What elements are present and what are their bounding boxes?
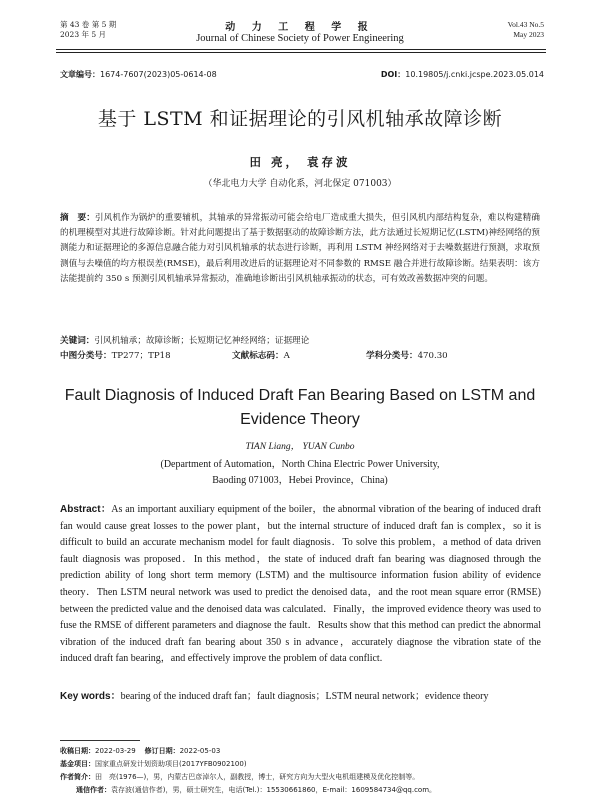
affiliation-en-line-1: (Department of Automation，North China Electric Power University, xyxy=(160,459,440,470)
affiliation-en-line-2: Baoding 071003，Hebei Province，China) xyxy=(212,475,388,486)
document-code xyxy=(232,349,290,361)
revised-value: 2022-05-03 xyxy=(179,747,221,755)
abstract-en-text: As an important auxiliary equipment of the boiler，the abnormal vibration of the bearing of induced draft fan would cause great losses to the power plant，but the internal structure of induced draft fan is complex，so it is difficult to build an accurate mechanism model for fault diagnosis．To solve this problem，a method of data driven fault diagnosis was proposed．In this method，the state of induced draft fan bearing was diagnosed through the prediction ability of long short term memory (LSTM) and the multisource information fusion ability of evidence theory．Then LSTM neural network was used to predict the denoised data，and the root mean square error (RMSE) between the predicted value and the denoised data was calculated．Finally，the improved evidence theory was used to fuse the RMSE of different parameters and diagnose the fault．Results show that this method can predict the abnormal vibration of the induced draft fan bearing about 350 s in advance，accurately diagnose the vibration state of the induced draft fan bearing，and effectively improve the problem of data conflict. xyxy=(60,504,541,665)
abstract-cn-text: 引风机作为锅炉的重要辅机，其轴承的异常振动可能会给电厂造成重大损失，但引风机内部结构复杂，难以构建精确的机理模型对其进行故障诊断。针对此问题提出了基于数据驱动的故障诊断方法，此方法通过长短期记忆(LSTM)神经网络的预测能力和证据理论的多源信息融合能力对引风机轴承的状态进行诊断，再利用 LSTM 神经网络对于去噪数据进行预测，求取预测值与去噪值的均方根误差(RMSE)，最后利用改进后的证据理论对不同参数的 RMSE 融合并进行故障诊断。结果表明：该方法能提前约 350 s 预测引风机轴承异常振动，准确地诊断出引风机轴承振动的状态，可有效改善数据冲突的问题。 xyxy=(60,213,540,284)
keywords-cn-label: 关键词： xyxy=(60,336,95,346)
article-number-label: 文章编号： xyxy=(60,70,100,79)
subject-code xyxy=(366,349,448,361)
doi-label: DOI： xyxy=(380,70,406,79)
revised-label: 修订日期： xyxy=(144,747,180,755)
clc-label: 中图分类号： xyxy=(60,351,112,361)
affiliation-en xyxy=(0,457,600,489)
header-volume-cn xyxy=(60,20,116,40)
subject-code-value: 470.30 xyxy=(417,351,448,361)
clc-number xyxy=(60,349,171,361)
header-journal-name xyxy=(150,18,450,44)
received-label: 收稿日期： xyxy=(60,747,95,755)
header-date-en: May 2023 xyxy=(513,30,544,39)
keywords-cn-value: 引风机轴承；故障诊断；长短期记忆神经网络；证据理论 xyxy=(94,336,310,346)
author-label: 作者简介： xyxy=(60,773,95,781)
received-value: 2022-03-29 xyxy=(95,747,136,755)
header-volume-cn-line: 第 43 卷 第 5 期 xyxy=(60,20,117,29)
keywords-en-label: Key words： xyxy=(60,691,121,702)
authors-cn: 田 亮， 袁存波 xyxy=(249,155,351,169)
title-cn: 基于 LSTM 和证据理论的引风机轴承故障诊断 xyxy=(97,108,503,130)
journal-name-cn: 动 力 工 程 学 报 xyxy=(225,22,375,33)
keywords-cn xyxy=(60,334,540,346)
article-number-value: 1674-7607(2023)05-0614-08 xyxy=(100,70,217,79)
footnote-rule xyxy=(60,740,140,741)
keywords-en-value: bearing of the induced draft fan；fault diagnosis；LSTM neural network；evidence theory xyxy=(120,691,489,702)
document-code-label: 文献标志码： xyxy=(232,351,284,361)
fund-label: 基金项目： xyxy=(60,760,95,768)
contact-value: 袁存波(通信作者)，男，硕士研究生，电话(Tel.)：15530661860，E-mail：1609584734@qq.com。 xyxy=(111,786,437,794)
header-volume-en xyxy=(508,20,544,40)
abstract-cn xyxy=(60,211,540,287)
doi xyxy=(381,69,544,80)
header-date-cn: 2023 年 5 月 xyxy=(60,30,107,39)
affiliation-cn: （华北电力大学 自动化系，河北保定 071003） xyxy=(203,179,397,189)
fund-value: 国家重点研发计划资助项目(2017YFB0902100) xyxy=(95,760,247,768)
title-en: Fault Diagnosis of Induced Draft Fan Bearing Based on LSTM and Evidence Theory xyxy=(64,387,536,428)
author-value: 田 亮(1976—)，男，内蒙古巴彦淖尔人，副教授，博士，研究方向为大型火电机组建模及优化控制等。 xyxy=(95,773,420,781)
abstract-en-label: Abstract： xyxy=(60,504,112,515)
contact-label: 通信作者： xyxy=(76,786,111,794)
abstract-en xyxy=(60,502,541,668)
header-volume-en-line: Vol.43 No.5 xyxy=(507,20,544,29)
footnote-dates xyxy=(60,746,550,756)
header-rule-thick xyxy=(56,49,546,50)
abstract-cn-label: 摘 要： xyxy=(60,213,95,223)
document-code-value: A xyxy=(283,351,290,361)
article-number xyxy=(60,69,217,80)
keywords-en xyxy=(60,687,541,702)
header-rule-thin xyxy=(56,52,546,53)
footnote-author xyxy=(60,772,550,782)
footnote-contact xyxy=(76,785,550,795)
doi-value: 10.19805/j.cnki.jcspe.2023.05.014 xyxy=(405,70,544,79)
clc-value: TP277；TP18 xyxy=(111,351,171,361)
footnote-fund xyxy=(60,759,550,769)
subject-code-label: 学科分类号： xyxy=(366,351,418,361)
journal-name-en: Journal of Chinese Society of Power Engineering xyxy=(196,33,404,44)
authors-en: TIAN Liang， YUAN Cunbo xyxy=(245,442,355,452)
